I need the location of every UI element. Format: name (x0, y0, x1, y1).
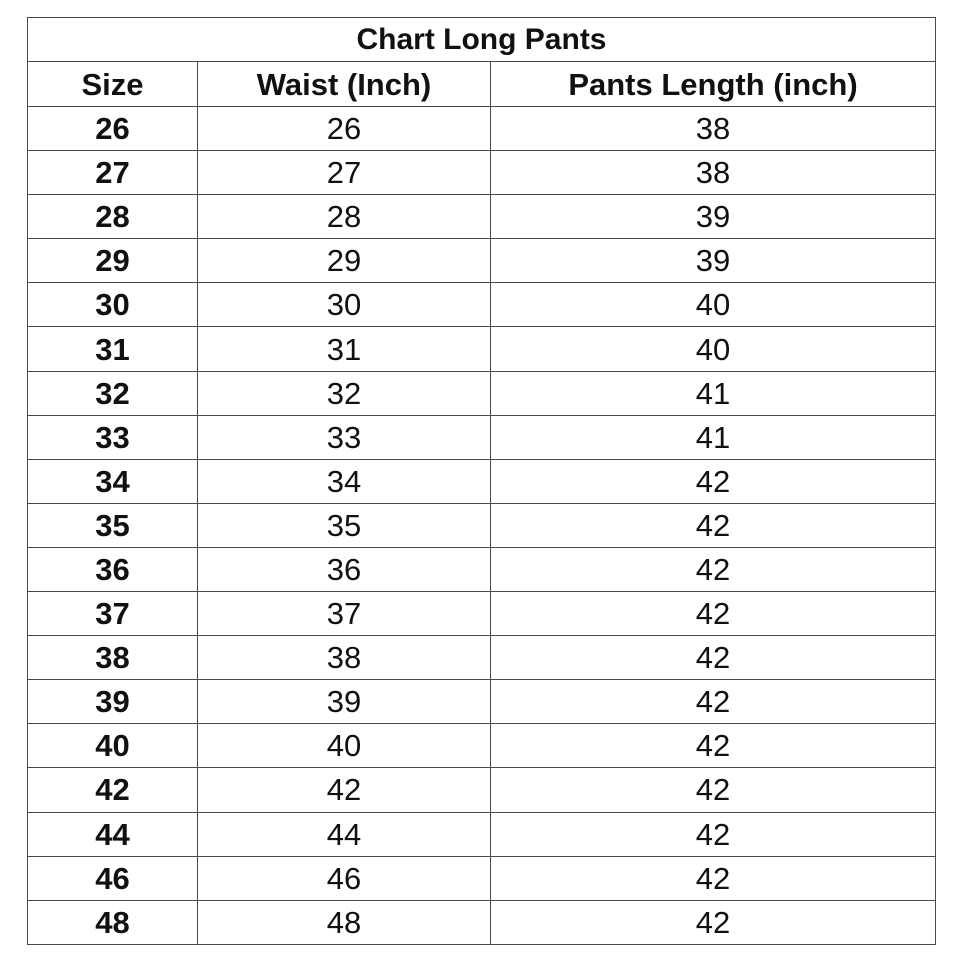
pants-length-cell: 41 (491, 371, 936, 415)
size-cell: 46 (28, 856, 198, 900)
size-cell: 48 (28, 900, 198, 944)
waist-cell: 46 (198, 856, 491, 900)
size-cell: 26 (28, 107, 198, 151)
column-header-waist: Waist (Inch) (198, 62, 491, 107)
pants-length-cell: 42 (491, 768, 936, 812)
pants-length-cell: 38 (491, 151, 936, 195)
waist-cell: 32 (198, 371, 491, 415)
size-cell: 31 (28, 327, 198, 371)
pants-length-cell: 42 (491, 547, 936, 591)
table-row (28, 283, 936, 327)
waist-cell: 28 (198, 195, 491, 239)
pants-length-cell: 40 (491, 283, 936, 327)
pants-length-cell: 42 (491, 812, 936, 856)
table-row (28, 680, 936, 724)
waist-cell: 48 (198, 900, 491, 944)
waist-cell: 39 (198, 680, 491, 724)
table-row (28, 812, 936, 856)
waist-cell: 33 (198, 415, 491, 459)
size-cell: 39 (28, 680, 198, 724)
column-header-pants-length: Pants Length (inch) (491, 62, 936, 107)
size-cell: 36 (28, 547, 198, 591)
table-row (28, 547, 936, 591)
size-cell: 42 (28, 768, 198, 812)
header-row (28, 62, 936, 107)
table-row (28, 371, 936, 415)
table-row (28, 636, 936, 680)
waist-cell: 29 (198, 239, 491, 283)
waist-cell: 37 (198, 592, 491, 636)
pants-length-cell: 40 (491, 327, 936, 371)
table-row (28, 107, 936, 151)
waist-cell: 27 (198, 151, 491, 195)
size-cell: 33 (28, 415, 198, 459)
table-row (28, 592, 936, 636)
table-row (28, 724, 936, 768)
pants-length-cell: 42 (491, 503, 936, 547)
table-title: Chart Long Pants (28, 18, 936, 62)
table-row (28, 415, 936, 459)
pants-length-cell: 42 (491, 724, 936, 768)
size-cell: 30 (28, 283, 198, 327)
size-cell: 29 (28, 239, 198, 283)
pants-length-cell: 42 (491, 459, 936, 503)
table-row (28, 195, 936, 239)
size-chart-table (27, 17, 936, 945)
size-cell: 35 (28, 503, 198, 547)
waist-cell: 40 (198, 724, 491, 768)
table-row (28, 151, 936, 195)
waist-cell: 31 (198, 327, 491, 371)
pants-length-cell: 42 (491, 856, 936, 900)
size-cell: 34 (28, 459, 198, 503)
column-header-size: Size (28, 62, 198, 107)
size-cell: 27 (28, 151, 198, 195)
table-body (28, 107, 936, 945)
waist-cell: 44 (198, 812, 491, 856)
pants-length-cell: 42 (491, 592, 936, 636)
pants-length-cell: 42 (491, 900, 936, 944)
size-cell: 32 (28, 371, 198, 415)
pants-length-cell: 42 (491, 636, 936, 680)
waist-cell: 30 (198, 283, 491, 327)
waist-cell: 42 (198, 768, 491, 812)
table-row (28, 327, 936, 371)
size-cell: 37 (28, 592, 198, 636)
title-row (28, 18, 936, 62)
pants-length-cell: 41 (491, 415, 936, 459)
size-cell: 44 (28, 812, 198, 856)
table-row (28, 768, 936, 812)
size-cell: 40 (28, 724, 198, 768)
waist-cell: 36 (198, 547, 491, 591)
table-row (28, 856, 936, 900)
waist-cell: 38 (198, 636, 491, 680)
pants-length-cell: 42 (491, 680, 936, 724)
pants-length-cell: 38 (491, 107, 936, 151)
table-row (28, 503, 936, 547)
pants-length-cell: 39 (491, 195, 936, 239)
size-cell: 28 (28, 195, 198, 239)
table-row (28, 459, 936, 503)
waist-cell: 34 (198, 459, 491, 503)
pants-length-cell: 39 (491, 239, 936, 283)
table-row (28, 900, 936, 944)
size-cell: 38 (28, 636, 198, 680)
waist-cell: 35 (198, 503, 491, 547)
waist-cell: 26 (198, 107, 491, 151)
table-row (28, 239, 936, 283)
